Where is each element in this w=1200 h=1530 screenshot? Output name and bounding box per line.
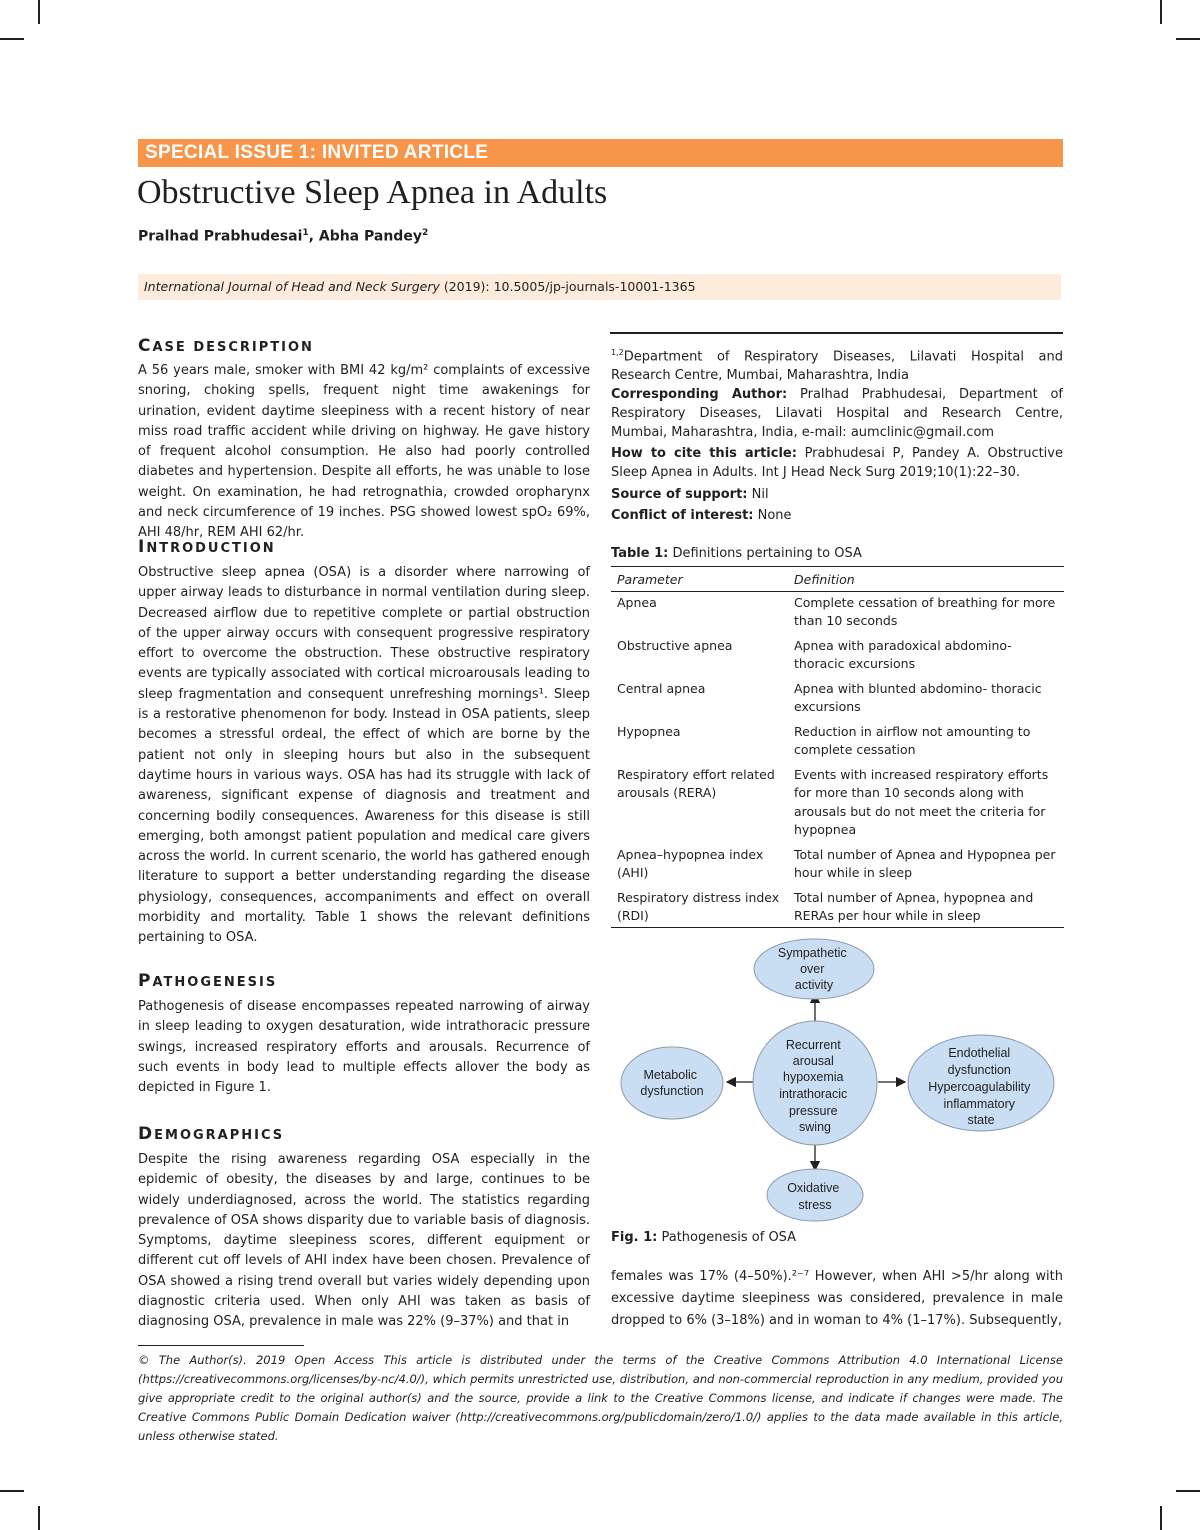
footnote-rule	[138, 1345, 304, 1346]
author-name: Pralhad Prabhudesai	[138, 228, 303, 245]
left-node	[621, 1047, 723, 1119]
conflict-of-interest-label: Conflict of interest:	[611, 508, 754, 523]
journal-name: International Journal of Head and Neck Surgery	[144, 279, 440, 294]
parameter-cell: Apnea–hypopnea index (AHI)	[617, 846, 764, 880]
table-caption-label: Table 1:	[611, 546, 669, 561]
top-node-label: Sympathetic over activity	[777, 946, 847, 992]
crop-mark	[0, 1490, 24, 1492]
definition-cell: Events with increased respiratory efforts for more than 10 seconds along with arousals but do not meet the criteria for hypopnea	[794, 766, 1049, 837]
demographics-continuation-text: females was 17% (4–50%).²⁻⁷ However, when AHI >5/hr along with excessive daytime sleepiness was considered, prevalence in male dropped to 6% (3–18%) and in woman to 4% (1–17%). Subsequently,	[611, 1269, 1063, 1328]
table-row	[611, 721, 1064, 764]
definition-cell: Apnea with paradoxical abdomino-thoracic excursions	[794, 637, 1012, 671]
crop-mark	[38, 0, 40, 24]
parameter-cell: Hypopnea	[617, 723, 681, 739]
parameter-cell: Obstructive apnea	[617, 637, 733, 653]
left-node-label: Metabolic dysfunction	[640, 1068, 704, 1098]
source-of-support-label: Source of support:	[611, 487, 748, 502]
section-heading-introduction	[138, 537, 276, 557]
definitions-table	[611, 566, 1064, 928]
demographics-text: Despite the rising awareness regarding OSA especially in the epidemic of obesity, the diseases by and large, continues to be widely underdiagnosed, across the world. The statistics regarding prevalence of OSA shows disparity due to variable basis of diagnosis. Symptoms, daytime sleepiness scores, different equipment or different cut off levels of AHI index have been chosen. Prevalence of OSA showed a rising trend overall but varies widely depending upon diagnostic criteria used. When only AHI was taken as basis of diagnosing OSA, prevalence in male was 22% (9–37%) and that in	[138, 1152, 590, 1330]
conflict-of-interest-text: None	[753, 508, 792, 523]
table-row	[611, 887, 1064, 928]
parameter-cell: Central apnea	[617, 680, 706, 696]
crop-mark	[1176, 38, 1200, 40]
table-header-row	[611, 567, 1064, 592]
heading-rest: EMOGRAPHICS	[154, 1128, 285, 1143]
crop-mark	[1160, 1506, 1162, 1530]
source-of-support-text: Nil	[747, 487, 769, 502]
affiliation	[611, 343, 1063, 385]
journal-doi: (2019): 10.5005/jp-journals-10001-1365	[439, 279, 696, 294]
table-caption	[611, 546, 862, 561]
metadata-top-rule	[610, 332, 1063, 334]
author-affiliation-marker: 2	[421, 228, 429, 238]
crop-mark	[1176, 1490, 1200, 1492]
article-type-label: SPECIAL ISSUE 1: INVITED ARTICLE	[145, 142, 489, 163]
corresponding-author-text: Pralhad Prabhudesai, Department of Respiratory Diseases, Lilavati Hospital and Research Centre, Mumbai, Maharashtra, India, e-mail: aumclinic@gmail.com	[611, 387, 1064, 440]
parameter-cell: Respiratory distress index (RDI)	[611, 887, 788, 928]
case-description-text: A 56 years male, smoker with BMI 42 kg/m² complaints of excessive snoring, choking spells, frequent night time awakenings for urination, evident daytime sleepiness with a recent history of near miss road traffic accident while driving on highway. He gave history of frequent alcohol consumption. He also had poorly controlled diabetes and hypertension. Despite all efforts, he was unable to lose weight. On examination, he had retrognathia, crowded oropharynx and neck circumference of 19 inches. PSG showed lowest spO₂ 69%, AHI 48/hr, REM AHI 62/hr.	[138, 363, 590, 541]
how-to-cite-text: Prabhudesai P, Pandey A. Obstructive Sleep Apnea in Adults. Int J Head Neck Surg 2019;10(1):22–30.	[611, 446, 1063, 480]
column-header-parameter: Parameter	[611, 567, 788, 592]
figure-caption-label: Fig. 1:	[611, 1230, 658, 1245]
pathogenesis-diagram	[611, 930, 1063, 1225]
affiliation-marker: 1,2	[611, 348, 624, 357]
source-of-support	[611, 485, 1063, 504]
affiliation-text: Department of Respiratory Diseases, Lilavati Hospital and Research Centre, Mumbai, Maharashtra, India	[611, 349, 1063, 384]
pathogenesis-text: Pathogenesis of disease encompasses repeated narrowing of airway in sleep leading to oxygen desaturation, wide intrathoracic pressure swings, increased respiratory efforts and arousals. Recurrence of such events in body lead to multiple effects allover the body as depicted in Figure 1.	[138, 999, 590, 1096]
section-heading-case-description	[138, 336, 314, 356]
heading-initial: P	[138, 971, 153, 991]
conflict-of-interest	[611, 506, 1063, 525]
corresponding-author	[611, 385, 1063, 442]
parameter-cell: Apnea	[617, 594, 657, 610]
crop-mark	[38, 1506, 40, 1530]
definition-cell: Total number of Apnea and Hypopnea per hour while in sleep	[794, 846, 1056, 880]
table-row	[611, 591, 1064, 635]
author-separator: ,	[308, 228, 319, 245]
column-header-definition: Definition	[788, 567, 1064, 592]
author-list	[138, 228, 428, 245]
journal-citation-bar	[138, 274, 1061, 300]
heading-initial: C	[138, 336, 153, 356]
heading-rest: NTRODUCTION	[146, 541, 276, 556]
bottom-node	[767, 1169, 863, 1221]
author-name: Abha Pandey	[318, 228, 422, 245]
how-to-cite-label: How to cite this article:	[611, 446, 797, 461]
table-row	[611, 678, 1064, 721]
table-row	[611, 764, 1064, 844]
right-node-label: Endothelial dysfunction Hypercoagulability inflammatory state	[928, 1046, 1031, 1127]
author-affiliation-marker: 1	[302, 228, 309, 238]
section-heading-demographics	[138, 1124, 284, 1144]
center-node-label: Recurrent arousal hypoxemia intrathoracic pressure swing	[779, 1038, 848, 1134]
corresponding-author-label: Corresponding Author:	[611, 387, 788, 402]
journal-citation	[144, 279, 696, 294]
heading-rest: ATHOGENESIS	[152, 975, 278, 990]
heading-initial: D	[138, 1124, 155, 1144]
table-row	[611, 844, 1064, 887]
how-to-cite	[611, 444, 1063, 482]
article-type-banner	[138, 139, 1063, 167]
crop-mark	[0, 38, 24, 40]
definition-cell: Total number of Apnea, hypopnea and RERAs per hour while in sleep	[788, 887, 1064, 928]
heading-initial: I	[138, 537, 147, 557]
definition-cell: Apnea with blunted abdomino- thoracic excursions	[794, 680, 1042, 714]
crop-mark	[1160, 0, 1162, 24]
bottom-node-label: Oxidative stress	[787, 1181, 840, 1212]
figure-caption-text: Pathogenesis of OSA	[657, 1230, 797, 1245]
license-footnote: © The Author(s). 2019 Open Access This article is distributed under the terms of the Creative Commons Attribution 4.0 International License (https://creativecommons.org/licenses/by-nc/4.0/), which permits unrestricted use, distribution, and non-commercial reproduction in any medium, provided you give appropriate credit to the original author(s) and the source, provide a link to the Creative Commons license, and indicate if changes were made. The Creative Commons Public Domain Dedication waiver (http://creativecommons.org/publicdomain/zero/1.0/) applies to the data made available in this article, unless otherwise stated.	[138, 1353, 1063, 1443]
definition-cell: Complete cessation of breathing for more than 10 seconds	[794, 594, 1056, 628]
introduction-text: Obstructive sleep apnea (OSA) is a disorder where narrowing of upper airway leads to disturbance in normal ventilation during sleep. Decreased airflow due to repetitive complete or partial obstruction of the upper airway occurs with consequent progressive respiratory effort to overcome the obstruction. These obstructive respiratory events are typically associated with cortical microarousals leading to sleep fragmentation and consequent unrefreshing mornings¹. Sleep is a restorative phenomenon for body. Instead in OSA patients, sleep becomes a stressful ordeal, the effect of which are borne by the patient not only in sleeping hours but also in the subsequent daytime hours in various ways. OSA has had its struggle with lack of awareness, significant expense of diagnosis and treatment and concerning bodily consequences. Awareness for this disease is still emerging, both amongst patient population and medical care givers across the world. In current scenario, the world has gathered enough literature to support a better understanding regarding the disease physiology, consequences, accompaniments and effect on overall morbidity and mortality. Table 1 shows the relevant definitions pertaining to OSA.	[138, 565, 590, 946]
table-row	[611, 635, 1064, 678]
section-heading-pathogenesis	[138, 971, 277, 991]
table-caption-text: Definitions pertaining to OSA	[668, 546, 862, 561]
heading-rest: ASE DESCRIPTION	[152, 340, 314, 355]
parameter-cell: Respiratory effort related arousals (RERA)	[617, 766, 775, 800]
figure-caption	[611, 1230, 796, 1245]
article-title: Obstructive Sleep Apnea in Adults	[137, 174, 608, 211]
definition-cell: Reduction in airflow not amounting to complete cessation	[794, 723, 1031, 757]
